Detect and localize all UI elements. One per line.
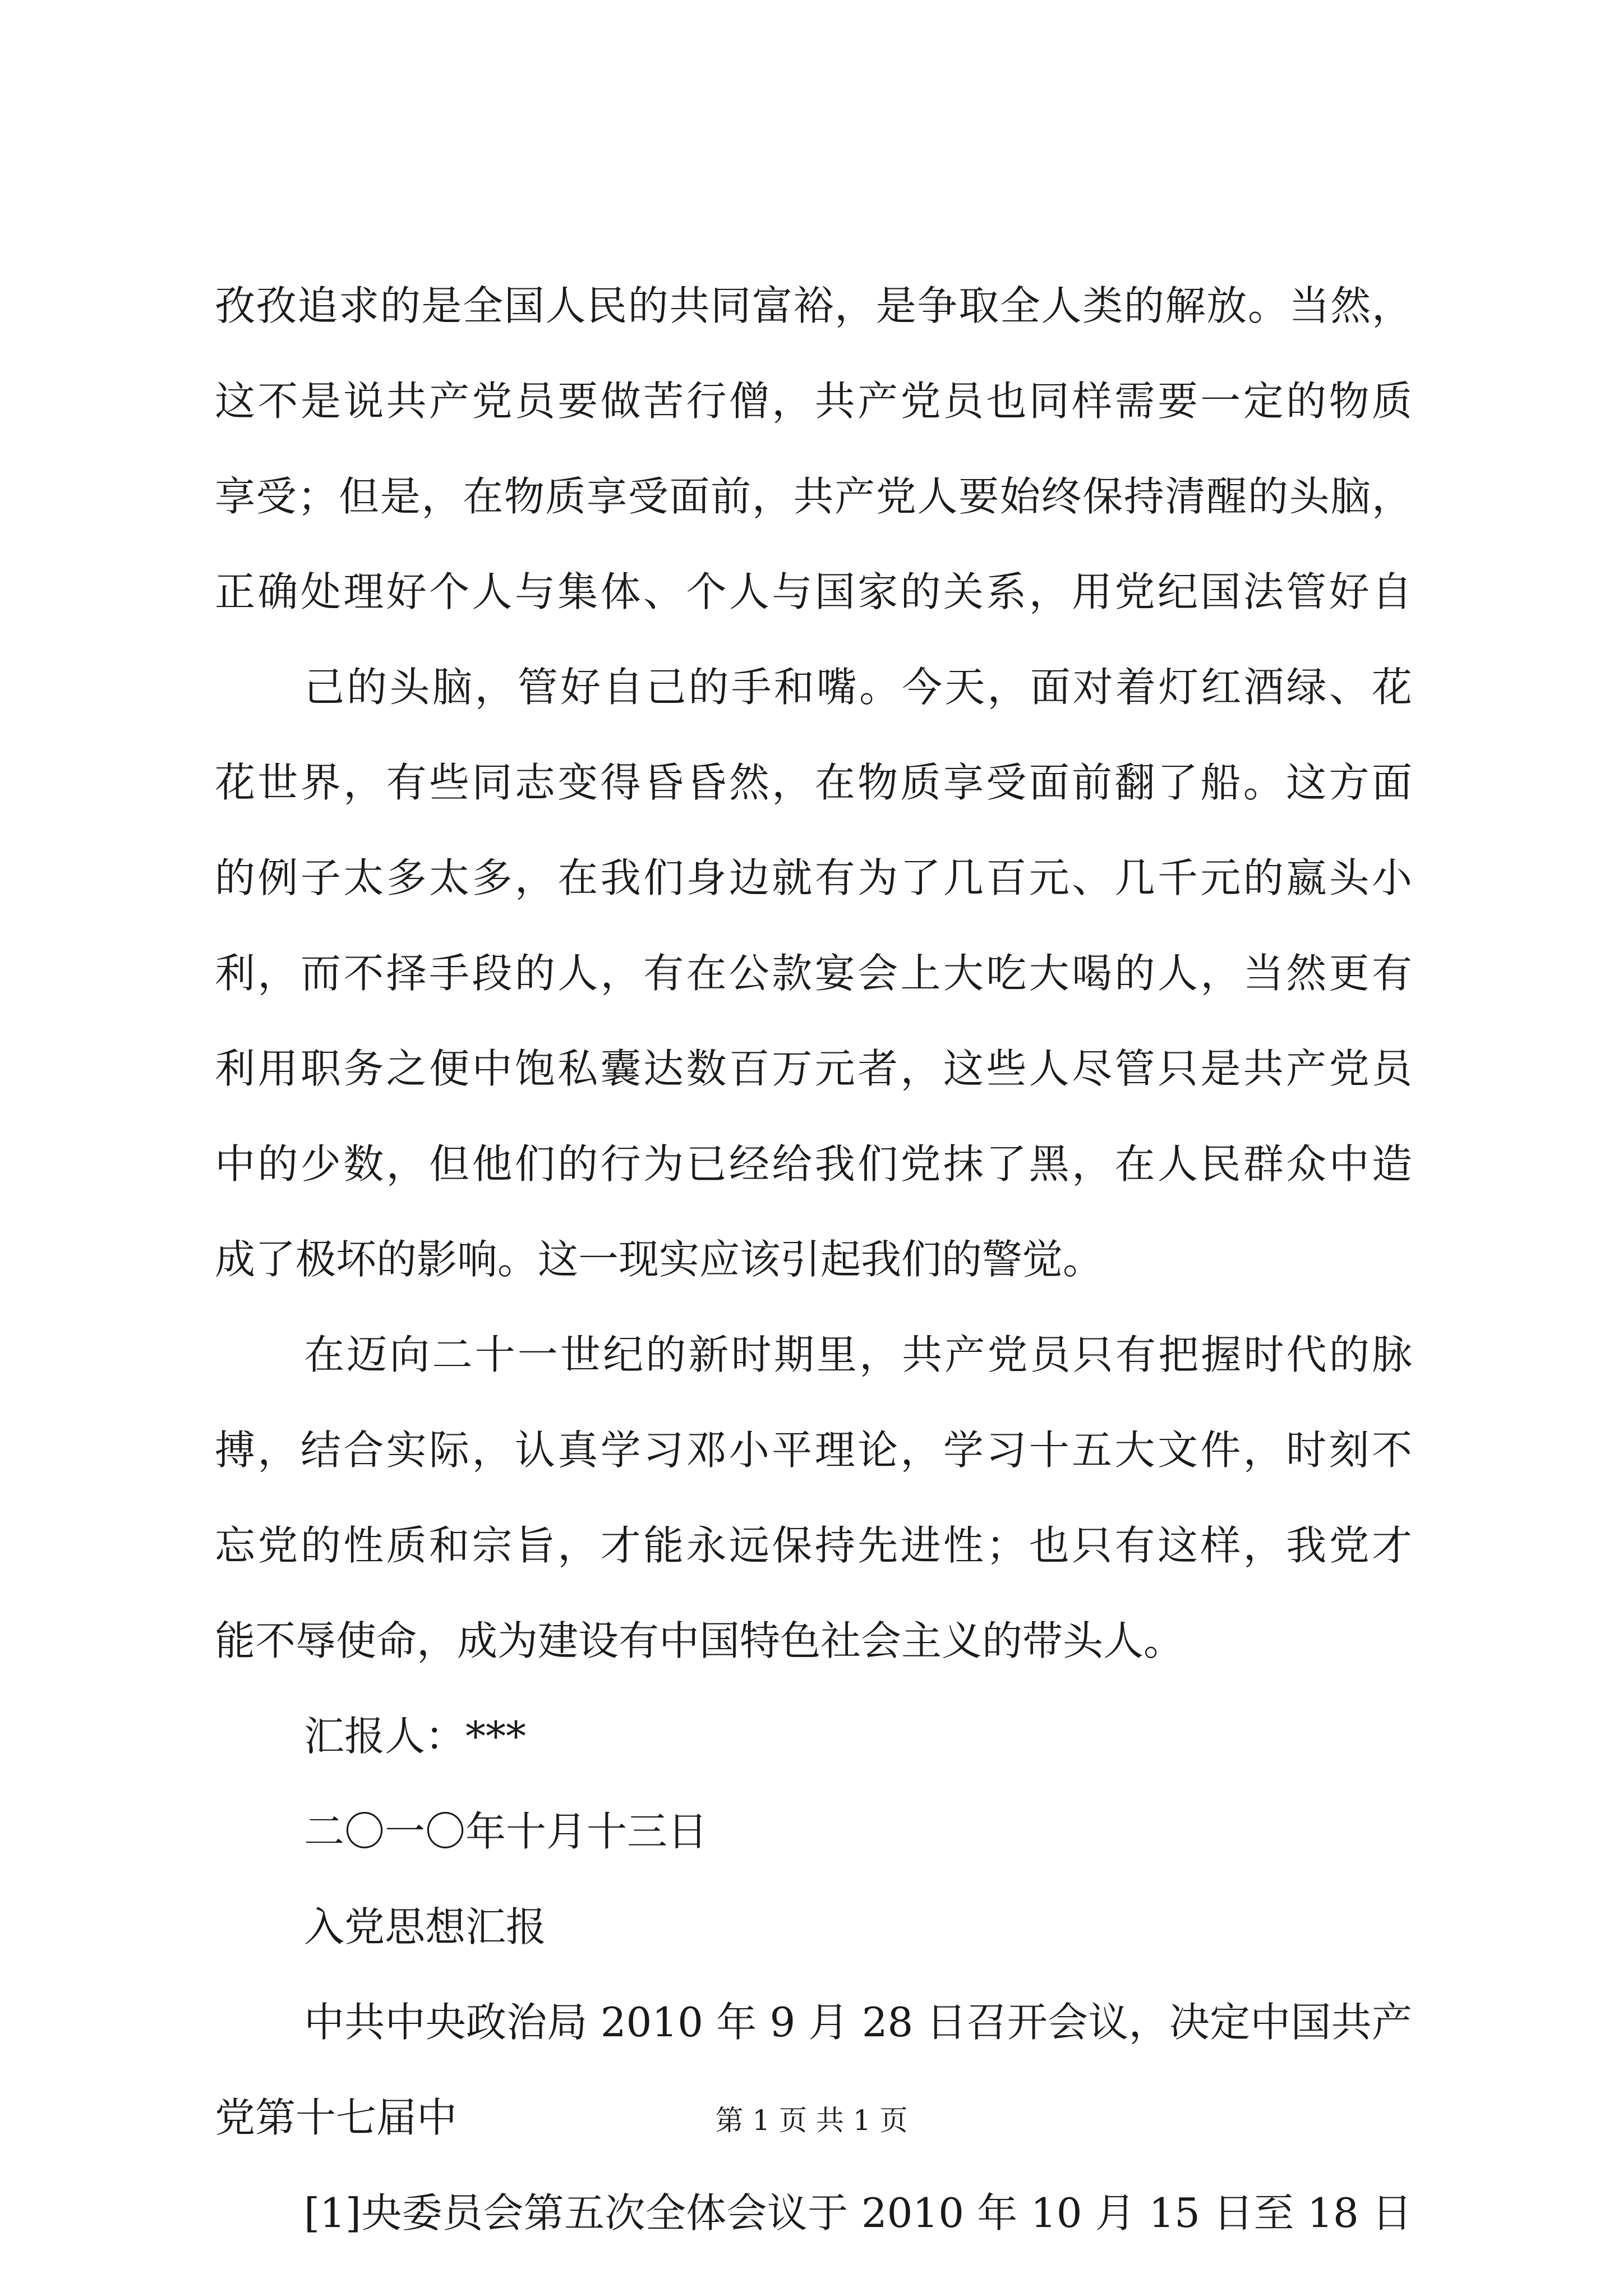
text-line: 的例子太多太多，在我们身边就有为了几百元、几千元的嬴头小 xyxy=(215,854,1412,901)
text-line: 中的少数，但他们的行为已经给我们党抹了黑，在人民群众中造 xyxy=(215,1140,1412,1188)
text-line: 忘党的性质和宗旨，才能永远保持先进性；也只有这样，我党才 xyxy=(215,1522,1412,1569)
text-line: 中共中央政治局 2010 年 9 月 28 日召开会议，决定中国共产 xyxy=(304,1999,1412,2046)
text-line: 享受；但是，在物质享受面前，共产党人要始终保持清醒的头脑， xyxy=(215,473,1412,520)
text-line: 这不是说共产党员要做苦行僧，共产党员也同样需要一定的物质 xyxy=(215,378,1412,425)
text-line: 利，而不择手段的人，有在公款宴会上大吃大喝的人，当然更有 xyxy=(215,950,1412,997)
text-line: 正确处理好个人与集体、个人与国家的关系，用党纪国法管好自 xyxy=(215,568,1412,615)
section-title: 入党思想汇报 xyxy=(304,1903,547,1950)
text-line: 党第十七届中 xyxy=(215,2094,458,2141)
page-footer: 第 1 页 共 1 页 xyxy=(715,2104,908,2137)
text-line: 成了极坏的影响。这一现实应该引起我们的警觉。 xyxy=(215,1236,1104,1283)
text-line: 孜孜追求的是全国人民的共同富裕，是争取全人类的解放。当然， xyxy=(215,282,1412,329)
text-line: 己的头脑，管好自己的手和嘴。今天，面对着灯红酒绿、花 xyxy=(304,664,1412,711)
text-line: 利用职务之便中饱私囊达数百万元者，这些人尽管只是共产党员 xyxy=(215,1045,1412,1092)
text-line: 花世界，有些同志变得昏昏然，在物质享受面前翻了船。这方面 xyxy=(215,759,1412,806)
text-line: 在迈向二十一世纪的新时期里，共产党员只有把握时代的脉 xyxy=(304,1331,1412,1378)
text-line: 能不辱使命，成为建设有中国特色社会主义的带头人。 xyxy=(215,1617,1184,1664)
date-line: 二〇一〇年十月十三日 xyxy=(304,1808,708,1855)
document-body xyxy=(215,258,1412,2261)
text-line: 搏，结合实际，认真学习邓小平理论，学习十五大文件，时刻不 xyxy=(215,1427,1412,1474)
reporter-line: 汇报人：*** xyxy=(304,1713,527,1760)
text-line: [1]央委员会第五次全体会议于 2010 年 10 月 15 日至 18 日 xyxy=(304,2189,1412,2237)
